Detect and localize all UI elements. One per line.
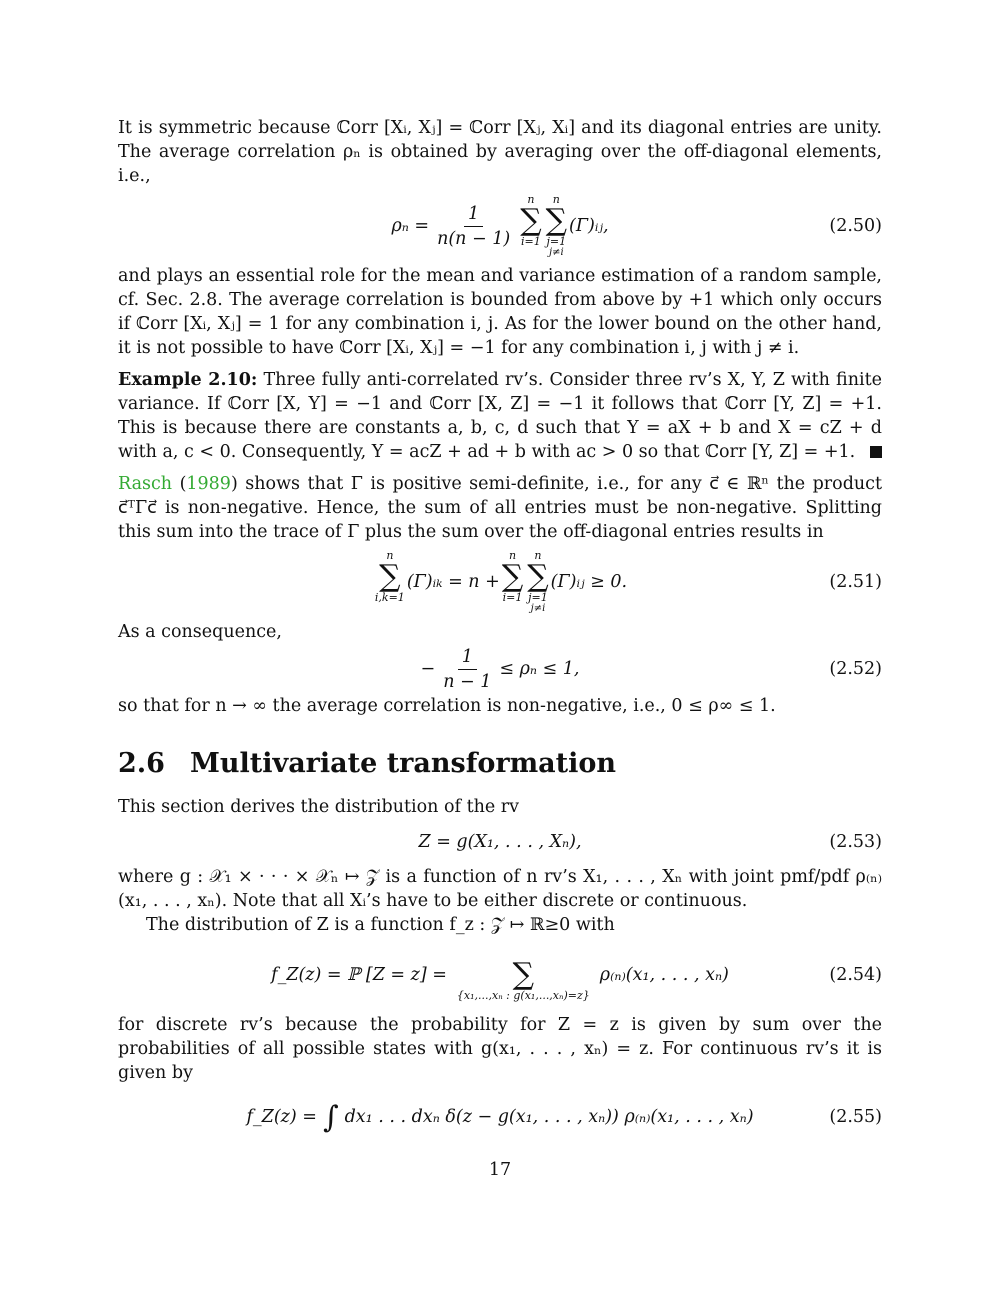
equation-2-52 — [118, 644, 882, 694]
sum-lower: i,k=1 — [374, 591, 405, 604]
equation-number: (2.52) — [829, 659, 882, 679]
example-text: Three fully anti-correlated rv’s. Consider three rv’s X, Y, Z with finite variance. If ℂorr [X, Y] = −1 and ℂorr [X, Z] = −1 it follows that ℂorr [Y, Z] = +1. This is because there are constants a, b, c, d such that Y = aX + b and X = cZ + d with a, c < 0. Consequently, Y = acZ + ad + b with ac > 0 so that ℂorr [Y, Z] = +1. — [118, 370, 882, 462]
paragraph-limit: so that for n → ∞ the average correlation is non-negative, i.e., 0 ≤ ρ∞ ≤ 1. — [118, 696, 776, 716]
paragraph-discrete: for discrete rv’s because the probability for Z = z is given by sum over the probabilities of all possible states with g(x₁, . . . , xₙ) = z. For continuous rv’s it is given by — [118, 1015, 882, 1083]
paragraph-where: where g : 𝒳₁ × · · · × 𝒳ₙ ↦ 𝒵 is a function of n rv’s X₁, . . . , Xₙ with joint pmf/pdf ρ₍ₙ₎(x₁, . . . , xₙ). Note that all Xᵢ’s have to be either discrete or continuous. — [118, 867, 882, 911]
equation-2-51 — [118, 544, 882, 620]
sum-lower: {x₁,...,xₙ : g(x₁,...,xₙ)=z} — [456, 989, 590, 1002]
sum-upper: n — [508, 549, 517, 562]
frac-denominator: n(n − 1) — [437, 228, 511, 249]
frac-denominator: n − 1 — [443, 671, 492, 692]
eq-lhs: f_Z(z) = ℙ [Z = z] = — [271, 965, 447, 985]
eq-middle: (Γ)ᵢₖ = n + — [406, 572, 500, 592]
equation-number: (2.55) — [829, 1107, 882, 1127]
sum-upper: n — [552, 193, 560, 206]
sum-states: ∑ {x₁,...,xₙ : g(x₁,...,xₙ)=z} — [456, 957, 590, 1002]
fraction — [439, 647, 495, 692]
sum-i: n ∑ i=1 — [501, 549, 524, 604]
example-2-10 — [118, 368, 882, 464]
sum-i: n ∑ i=1 — [520, 193, 542, 248]
eq-rhs: (Γ)ᵢⱼ ≥ 0. — [550, 572, 628, 592]
eq-rhs: (Γ)ᵢⱼ, — [569, 216, 609, 236]
paragraph-rasch-text: shows that Γ is positive semi-definite, i.e., for any c⃗ ∈ ℝⁿ the product c⃗ᵀΓc⃗ is non-negative. Hence, the sum of all entries must be non-negative. Splitting this sum into the trace of Γ plus the sum over the off-diagonal entries results in — [118, 474, 883, 542]
eq-rhs: ρ₍ₙ₎(x₁, . . . , xₙ) — [599, 965, 729, 985]
equation-number: (2.53) — [829, 832, 882, 852]
section-number: 2.6 — [118, 748, 165, 779]
paragraph-consequence: As a consequence, — [118, 622, 282, 642]
equation-number: (2.51) — [829, 572, 882, 592]
sum-j: n ∑ j=1 j≠i — [527, 549, 549, 614]
eq-lhs: ρₙ = — [391, 216, 430, 236]
integral-sign: ∫ — [322, 1099, 339, 1135]
paragraph-bounds-text: and plays an essential role for the mean and variance estimation of a random sample, cf. Sec. 2.8. The average correlation is bounded from above by +1 which only occurs if ℂorr [Xᵢ, Xⱼ] = 1 for any combination i, j. As for the lower bound on the other hand, it is not possible to have ℂorr [Xᵢ, Xⱼ] = −1 for any combination i, j with j ≠ i. — [118, 266, 882, 358]
fraction — [433, 204, 514, 249]
equation-2-54 — [118, 937, 882, 1013]
eq-minus: − — [420, 659, 436, 679]
sum-lower: j=1 — [528, 591, 548, 604]
paragraph-bounds — [118, 264, 882, 360]
sum-upper: n — [527, 193, 535, 206]
sum-lower: i=1 — [521, 235, 541, 248]
equation-number: (2.50) — [829, 216, 882, 236]
sum-lower: i=1 — [502, 591, 523, 604]
equation-2-50 — [118, 188, 882, 264]
citation-year-link[interactable]: 1989 — [186, 474, 231, 494]
paragraph-derives: This section derives the distribution of the rv — [118, 797, 520, 817]
qed-square-icon — [870, 446, 882, 458]
sum-upper: n — [534, 549, 542, 562]
sum-lower-cond: j≠i — [548, 247, 564, 258]
eq-body: Z = g(X₁, . . . , Xₙ), — [418, 832, 582, 852]
frac-numerator: 1 — [458, 647, 477, 670]
eq-rhs: ≤ ρₙ ≤ 1, — [499, 659, 580, 679]
sum-upper: n — [386, 549, 394, 562]
example-label: Example 2.10: — [118, 370, 258, 390]
sum-lower-cond: j≠i — [530, 603, 546, 614]
eq-rhs: dx₁ . . . dxₙ δ(z − g(x₁, . . . , xₙ)) ρ₍ₙ₎(x₁, . . . , xₙ) — [344, 1107, 754, 1127]
page-number: 17 — [488, 1160, 512, 1180]
page-content — [118, 116, 882, 1149]
citation-author-link[interactable]: Rasch — [118, 474, 173, 494]
equation-number: (2.54) — [829, 965, 882, 985]
paragraph-rasch: Rasch (1989) shows that Γ is positive semi-definite, i.e., for any c⃗ ∈ ℝⁿ the product c⃗ᵀΓc⃗ is non-negative. Hence, the sum of all entries must be non-negative. Splitting this sum into the trace of Γ plus the sum over the off-diagonal entries results in — [118, 474, 883, 542]
frac-numerator: 1 — [464, 204, 483, 227]
section-heading — [118, 748, 882, 779]
sum-ik: n ∑ i,k=1 — [374, 549, 405, 604]
sum-lower: j=1 — [546, 235, 567, 248]
sum-j: n ∑ j=1 j≠i — [545, 193, 568, 258]
eq-lhs: f_Z(z) = — [246, 1107, 317, 1127]
section-title: Multivariate transformation — [190, 748, 617, 779]
equation-2-55 — [118, 1085, 882, 1149]
paragraph-symmetric: It is symmetric because ℂorr [Xᵢ, Xⱼ] = ℂorr [Xⱼ, Xᵢ] and its diagonal entries are unity. The average correlation ρₙ is obtained by averaging over the off-diagonal elements, i.e., — [118, 118, 882, 186]
paragraph-distribution: The distribution of Z is a function f_z : 𝒵 ↦ ℝ≥0 with — [146, 915, 615, 935]
equation-2-53 — [118, 819, 882, 865]
